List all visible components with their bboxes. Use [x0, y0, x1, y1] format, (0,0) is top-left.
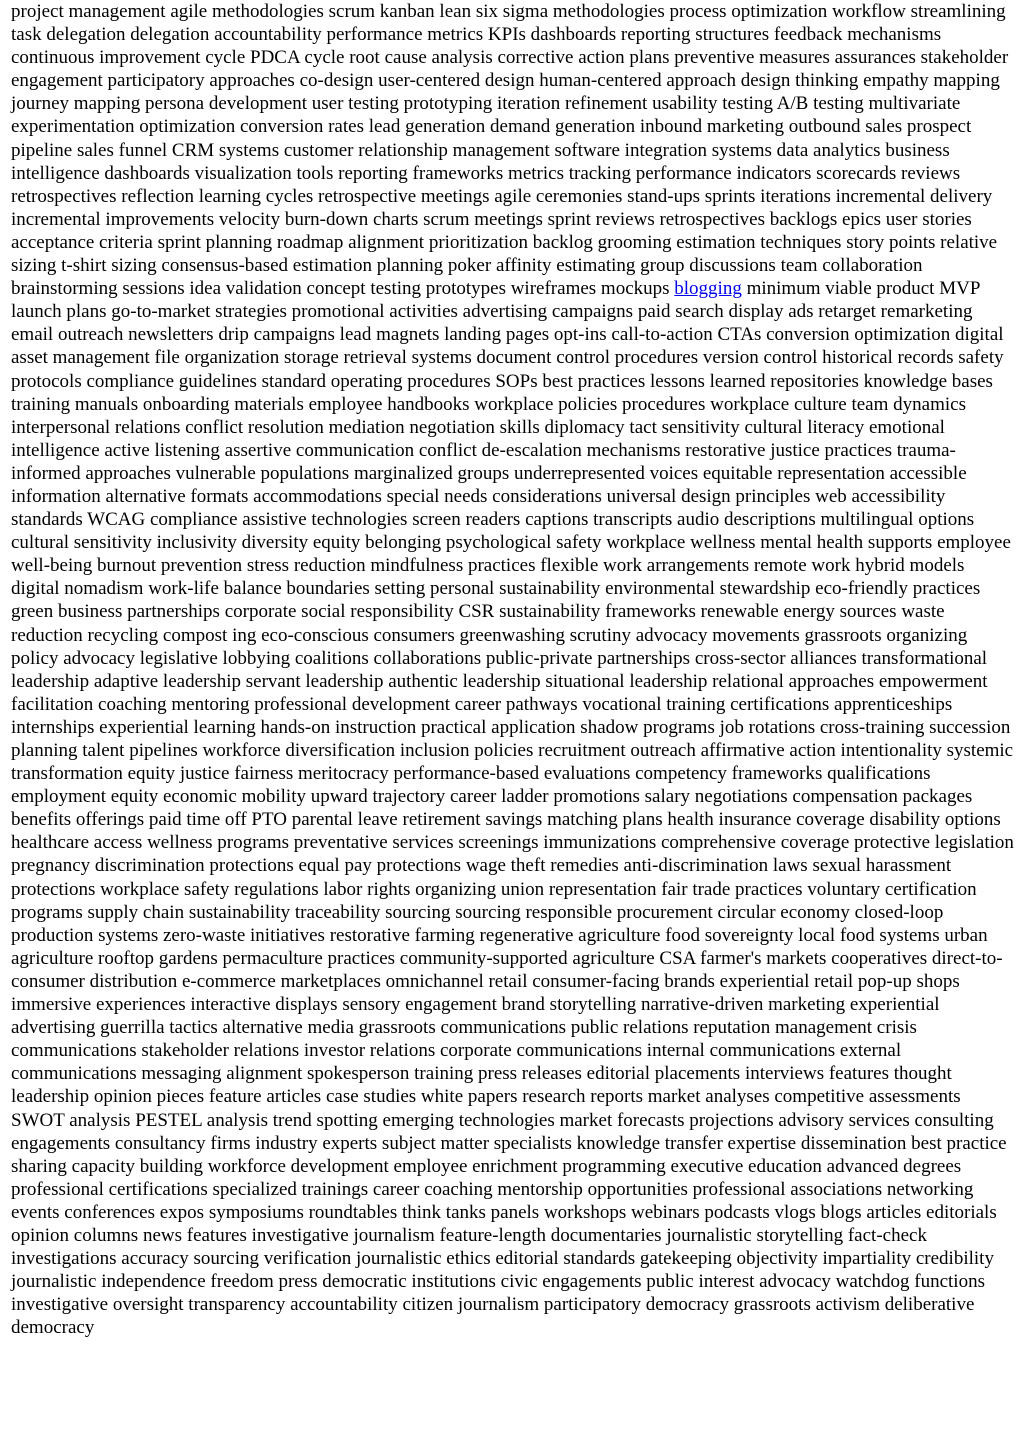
- body-text-after-link: minimum viable product MVP launch plans go-to-market strategies promotional activities advertising campaigns paid search display ads retarget remarketing email outreach newsletters drip campaigns lead magnets landing pages opt-ins call-to-action CTAs conversion optimization digital asset management file organization storage retrieval systems document control procedures version control historical records safety protocols compliance guidelines standard operating procedures SOPs best practices lessons learned repositories knowledge bases training manuals onboarding materials employee handbooks workplace policies procedures workplace culture team dynamics interpersonal relations conflict resolution mediation negotiation skills diplomacy tact sensitivity cultural literacy emotional intelligence active listening assertive communication conflict de-escalation mechanisms restorative justice practices trauma-informed approaches vulnerable populations marginalized groups underrepresented voices equitable representation accessible information alternative formats accommodations special needs considerations universal design principles web accessibility standards WCAG compliance assistive technologies screen readers captions transcripts audio descriptions multilingual options cultural sensitivity inclusivity diversity equity belonging psychological safety workplace wellness mental health supports employee well-being burnout prevention stress reduction mindfulness practices flexible work arrangements remote work hybrid models digital nomadism work-life balance boundaries setting personal sustainability environmental stewardship eco-friendly practices green business partnerships corporate social responsibility CSR sustainability frameworks renewable energy sources waste reduction recycling compost ing eco-conscious consumers greenwashing scrutiny advocacy movements grassroots organizing policy advocacy legislative lobbying coalitions collaborations public-private partnerships cross-sector alliances transformational leadership adaptive leadership servant leadership authentic leadership situational leadership relational approaches empowerment facilitation coaching mentoring professional development career pathways vocational training certifications apprenticeships internships experiential learning hands-on instruction practical application shadow programs job rotations cross-training succession planning talent pipelines workforce diversification inclusion policies recruitment outreach affirmative action intentionality systemic transformation equity justice fairness meritocracy performance-based evaluations competency frameworks qualifications employment equity economic mobility upward trajectory career ladder promotions salary negotiations compensation packages benefits offerings paid time off PTO parental leave retirement savings matching plans health insurance coverage disability options healthcare access wellness programs preventative services screenings immunizations comprehensive coverage protective legislation pregnancy discrimination protections equal pay protections wage theft remedies anti-discrimination laws sexual harassment protections workplace safety regulations labor rights organizing union representation fair trade practices voluntary certification programs supply chain sustainability traceability sourcing sourcing responsible procurement circular economy closed-loop production systems zero-waste initiatives restorative farming regenerative agriculture food sovereignty local food systems urban agriculture rooftop gardens permaculture practices community-supported agriculture CSA farmer's markets cooperatives direct-to-consumer distribution e-commerce marketplaces omnichannel retail consumer-facing brands experiential retail pop-up shops immersive experiences interactive displays sensory engagement brand storytelling narrative-driven marketing experiential advertising guerrilla tactics alternative media grassroots communications public relations reputation management crisis communications stakeholder relations investor relations corporate communications internal communications external communications messaging alignment spokesperson training press releases editorial placements interviews features thought leadership opinion pieces feature articles case studies white papers research reports market analyses competitive assessments SWOT analysis PESTEL analysis trend spotting emerging technologies market forecasts projections advisory services consulting engagements consultancy firms industry experts subject matter specialists knowledge transfer expertise dissemination best practice sharing capacity building workforce development employee enrichment programming executive education advanced degrees professional certifications specialized trainings career coaching mentorship opportunities professional associations networking events conferences expos symposiums roundtables think tanks panels workshops webinars podcasts vlogs blogs articles editorials opinion columns news features investigative journalism feature-length documentaries journalistic storytelling fact-check investigations accuracy sourcing verification journalistic ethics editorial standards gatekeeping objectivity impartiality credibility journalistic independence freedom press democratic institutions civic engagements public interest advocacy watchdog functions investigative oversight transparency accountability citizen journalism participatory democracy grassroots activism deliberative democracy: [11, 278, 1014, 1339]
- body-text-before-link: project management agile methodologies scrum kanban lean six sigma methodologies process optimization workflow streamlining task delegation delegation accountability performance metrics KPIs dashboards reporting structures feedback mechanisms continuous improvement cycle PDCA cycle root cause analysis corrective action plans preventive measures assurances stakeholder engagement participatory approaches co-design user-centered design human-centered approach design thinking empathy mapping journey mapping persona development user testing prototyping iteration refinement usability testing A/B testing multivariate experimentation optimization conversion rates lead generation demand generation inbound marketing outbound sales prospect pipeline sales funnel CRM systems customer relationship management software integration systems data analytics business intelligence dashboards visualization tools reporting frameworks metrics tracking performance indicators scorecards reviews retrospectives reflection learning cycles retrospective meetings agile ceremonies stand-ups sprints iterations incremental delivery incremental improvements velocity burn-down charts scrum meetings sprint reviews retrospectives backlogs epics user stories acceptance criteria sprint planning roadmap alignment prioritization backlog grooming estimation techniques story points relative sizing t-shirt sizing consensus-based estimation planning poker affinity estimating group discussions team collaboration brainstorming sessions idea validation concept testing prototypes wireframes mockups: [11, 1, 1009, 300]
- blogging-link[interactable]: blogging: [674, 278, 742, 300]
- body-paragraph: [11, 0, 1014, 1339]
